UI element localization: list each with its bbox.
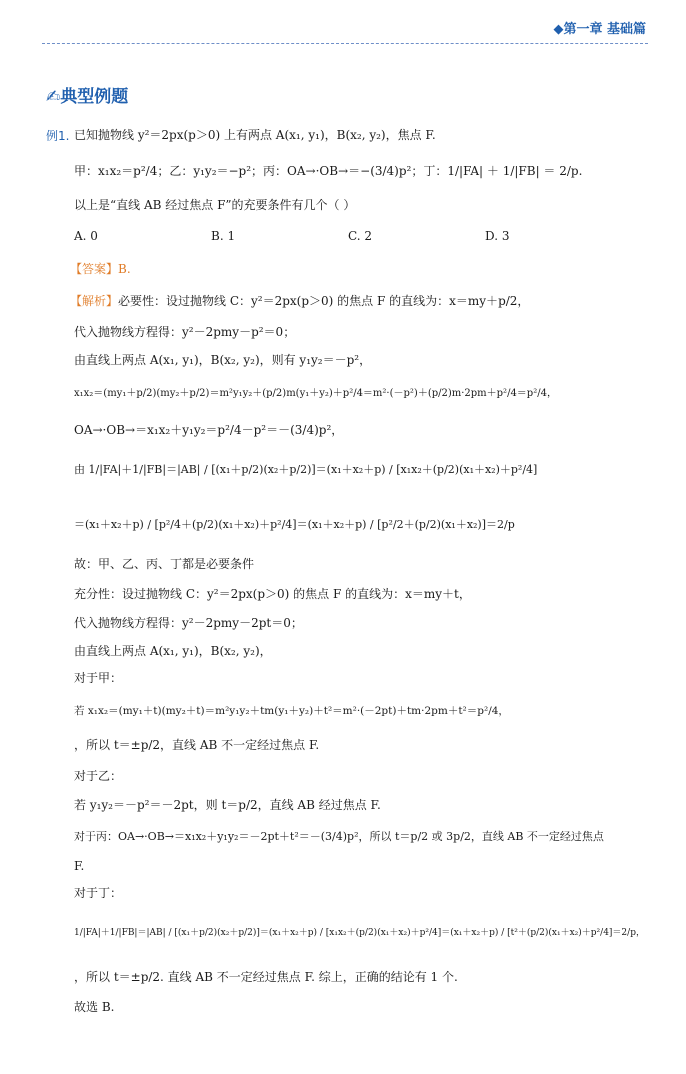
analysis-line-5: 由 1/|FA|＋1/|FB|＝|AB| / [(x₁＋p/2)(x₂＋p/2)]＝(x₁＋x₂＋p) / [x₁x₂＋(p/2)(x₁＋x₂)＋p²/4] <box>74 463 538 476</box>
analysis-line-9: 代入抛物线方程得：y²－2pmy－2pt＝0； <box>74 616 303 630</box>
option-d: D. 3 <box>485 229 510 243</box>
chapter-label: ◆第一章 基础篇 <box>553 22 646 37</box>
analysis-line-18: 对于丁： <box>74 886 123 900</box>
analysis-line-1: 代入抛物线方程得：y²－2pmy－p²＝0； <box>74 325 296 339</box>
analysis-line-12: 若 x₁x₂＝(my₁＋t)(my₂＋t)＝m²y₁y₂＋tm(y₁＋y₂)＋t²＝m²·(－2pt)＋tm·2pm＋t²＝p²/4， <box>74 705 509 717</box>
option-a: A. 0 <box>74 229 98 243</box>
analysis-text: 必要性：设过抛物线 C：y²＝2px(p＞0) 的焦点 F 的直线为：x＝my＋p/2， <box>118 294 530 308</box>
analysis-line-8: 充分性：设过抛物线 C：y²＝2px(p＞0) 的焦点 F 的直线为：x＝my＋t， <box>74 587 471 601</box>
example-prompt: 以上是“直线 AB 经过焦点 F”的充要条件有几个（ ） <box>74 198 356 212</box>
example-label: 例1. <box>46 129 70 143</box>
analysis-line-0 <box>70 293 529 309</box>
analysis-line-6: ＝(x₁＋x₂＋p) / [p²/4＋(p/2)(x₁＋x₂)＋p²/4]＝(x₁＋x₂＋p) / [p²/2＋(p/2)(x₁＋x₂)]＝2/p <box>74 518 515 531</box>
analysis-line-15: 若 y₁y₂＝－p²＝－2pt，则 t＝p/2，直线 AB 经过焦点 F. <box>74 798 381 812</box>
analysis-line-4: OA→·OB→＝x₁x₂＋y₁y₂＝p²/4－p²＝－(3/4)p²， <box>74 423 344 437</box>
answer-options <box>74 229 634 243</box>
analysis-line-17: F. <box>74 859 85 873</box>
analysis-line-13: ，所以 t＝±p/2，直线 AB 不一定经过焦点 F. <box>74 738 320 752</box>
analysis-line-7: 故：甲、乙、丙、丁都是必要条件 <box>74 557 255 571</box>
answer-value: B. <box>118 262 131 276</box>
section-title: ✍典型例题 <box>46 87 129 107</box>
analysis-line-3: x₁x₂＝(my₁＋p/2)(my₂＋p/2)＝m²y₁y₂＋(p/2)m(y₁＋y₂)＋p²/4＝m²·(－p²)＋(p/2)m·2pm＋p²/4＝p²/4， <box>74 388 557 399</box>
analysis-tag: 【解析】 <box>70 294 119 308</box>
analysis-line-2: 由直线上两点 A(x₁, y₁)，B(x₂, y₂)，则有 y₁y₂＝－p²， <box>74 353 372 367</box>
analysis-line-19: 1/|FA|＋1/|FB|＝|AB| / [(x₁＋p/2)(x₂＋p/2)]＝(x₁＋x₂＋p) / [x₁x₂＋(p/2)(x₁＋x₂)＋p²/4]＝(x₁＋x₂＋p) / [t²＋(p/2)(x₁＋x₂)＋p²/4]＝2/p， <box>74 928 645 938</box>
answer-tag: 【答案】 <box>70 262 119 276</box>
analysis-line-20: ，所以 t＝±p/2. 直线 AB 不一定经过焦点 F. 综上，正确的结论有 1 个. <box>74 970 458 984</box>
analysis-line-14: 对于乙： <box>74 769 123 783</box>
example-question: 已知抛物线 y²＝2px(p＞0) 上有两点 A(x₁, y₁)，B(x₂, y₂)，焦点 F. <box>74 128 436 142</box>
example-conditions: 甲：x₁x₂＝p²/4；乙：y₁y₂＝−p²；丙：OA→·OB→＝−(3/4)p²；丁：1/|FA| ＋ 1/|FB| ＝ 2/p. <box>74 164 583 178</box>
analysis-line-21: 故选 B. <box>74 1000 115 1014</box>
option-b: B. 1 <box>211 229 236 243</box>
analysis-line-16: 对于丙：OA→·OB→＝x₁x₂＋y₁y₂＝－2pt＋t²＝－(3/4)p²，所以 t＝p/2 或 3p/2，直线 AB 不一定经过焦点 <box>74 830 604 843</box>
option-c: C. 2 <box>348 229 373 243</box>
header-divider <box>42 43 648 44</box>
answer-line <box>70 261 131 277</box>
analysis-line-11: 对于甲： <box>74 671 123 685</box>
analysis-line-10: 由直线上两点 A(x₁, y₁)，B(x₂, y₂)， <box>74 644 272 658</box>
